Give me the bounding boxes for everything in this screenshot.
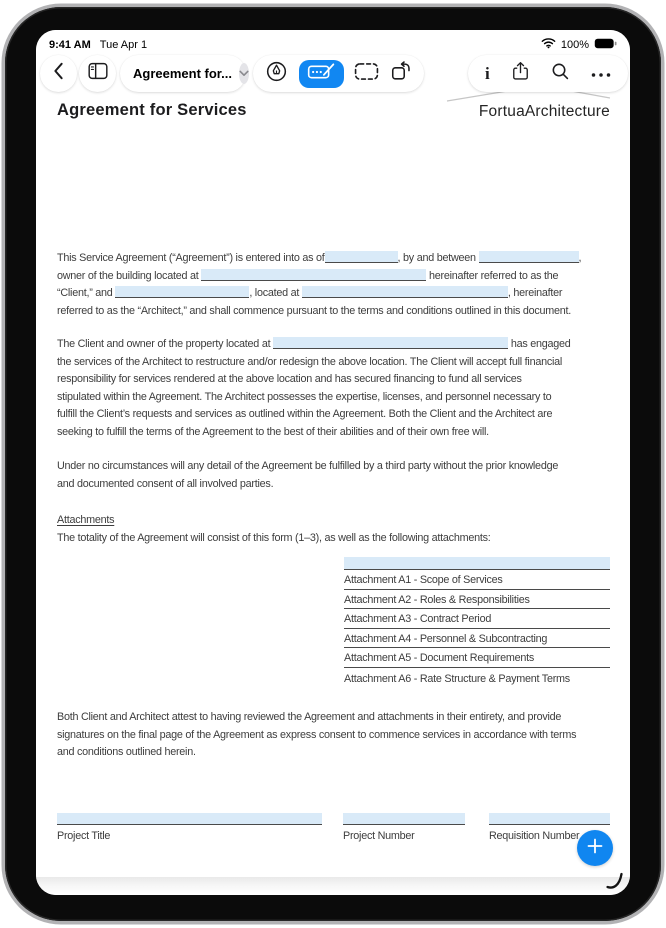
text-line: the services of the Architect to restructure and/or redesign the above location. The Client will accept full financial	[57, 355, 563, 368]
attachment-row: Attachment A1 - Scope of Services	[344, 570, 610, 590]
project-number-input[interactable]	[343, 813, 465, 825]
add-button[interactable]	[577, 830, 613, 866]
plus-icon	[587, 838, 603, 859]
project-title-label: Project Title	[57, 830, 111, 842]
text-line: Both Client and Architect attest to having reviewed the Agreement and attachments in their entirety, and provide	[57, 711, 562, 723]
battery-icon	[594, 38, 617, 52]
project-number-label: Project Number	[343, 830, 415, 842]
screen	[36, 30, 630, 895]
selection-tool-button[interactable]	[354, 62, 379, 86]
attachments-table	[344, 557, 610, 688]
attachment-row: Attachment A2 - Roles & Responsibilities	[344, 590, 610, 610]
paragraph-third-party	[57, 458, 614, 493]
clock: 9:41 AM	[49, 38, 91, 51]
battery-percent: 100%	[560, 38, 589, 51]
page-bottom-edge	[36, 877, 630, 895]
back-button[interactable]	[40, 55, 77, 92]
attachments-intro: The totality of the Agreement will consist of this form (1–3), as well as the following attachments:	[57, 532, 491, 544]
chevron-left-icon	[53, 62, 64, 85]
date: Tue Apr 1	[99, 38, 148, 51]
text-line: fulfill the Client’s requests and services as outlined within the Agreement. Both the Client and the Architect are	[57, 408, 553, 420]
text-line: “Client,” and , located at , hereinafter	[57, 287, 563, 299]
attachments-table-items	[344, 570, 610, 688]
form-blank-field[interactable]	[273, 337, 508, 349]
paragraph-closing	[57, 709, 614, 762]
form-autofill-tool-button-selected[interactable]	[299, 60, 344, 88]
company-logo-text: FortuaArchitecture	[478, 103, 610, 120]
project-title-field	[57, 813, 322, 842]
rotate-tool-button[interactable]	[390, 60, 412, 87]
chevron-down-icon	[239, 63, 249, 84]
text-line: The Client and owner of the property located at has engaged	[57, 338, 571, 350]
markup-pen-tool-button[interactable]	[265, 60, 288, 88]
sidebar-toggle-button[interactable]	[79, 55, 116, 92]
text-line: This Service Agreement (“Agreement”) is entered into as of , by and between ,	[57, 252, 582, 264]
form-blank-field[interactable]	[325, 251, 398, 263]
form-blank-field[interactable]	[201, 269, 426, 281]
project-title-input[interactable]	[57, 813, 322, 825]
more-button[interactable]	[591, 65, 611, 83]
attachment-row: Attachment A4 - Personnel & Subcontracting	[344, 629, 610, 649]
attachment-row: Attachment A5 - Document Requirements	[344, 648, 610, 668]
form-fill-icon	[307, 62, 336, 86]
info-button[interactable]: i	[485, 64, 490, 83]
text-line: signatures on the final page of the Agreement as express consent to commence services in accordance with terms	[57, 728, 577, 741]
search-button[interactable]	[551, 62, 570, 86]
markup-tools-group	[253, 55, 424, 92]
ipad-frame	[5, 7, 661, 921]
requisition-number-label: Requisition Number	[489, 830, 580, 842]
paragraph-engagement	[57, 336, 614, 441]
text-line: and documented consent of all involved parties.	[57, 477, 274, 490]
pencil-stroke-mark	[606, 871, 626, 890]
attachment-row: Attachment A6 - Rate Structure & Payment Terms	[344, 673, 570, 686]
text-line: Under no circumstances will any detail of the Agreement be fulfilled by a third party without the prior knowledge	[57, 460, 559, 472]
wifi-icon	[541, 37, 556, 52]
requisition-number-input[interactable]	[489, 813, 610, 825]
page-title: Agreement for Services	[57, 101, 247, 119]
sidebar-icon	[88, 62, 108, 85]
text-line: responsibility for services rendered at the above location and has secured financing to fund all services	[57, 373, 522, 385]
text-line: stipulated within the Agreement. The Architect possesses the expertise, licenses, and personnel necessary to	[57, 390, 552, 403]
text-line: seeking to fulfill the terms of the Agreement to the best of their abilities and of their own free will.	[57, 425, 489, 438]
status-bar	[49, 37, 617, 52]
document-actions-group	[468, 55, 628, 92]
attachments-heading: Attachments	[57, 514, 115, 526]
document-title-menu[interactable]	[120, 55, 246, 92]
share-button[interactable]	[511, 60, 530, 87]
attachment-row: Attachment A3 - Contract Period	[344, 609, 610, 629]
text-line: owner of the building located at hereinafter referred to as the	[57, 269, 559, 282]
project-number-field	[343, 813, 465, 842]
form-blank-field[interactable]	[115, 286, 249, 298]
document-title: Agreement for...	[133, 66, 232, 81]
attachment-blank-field[interactable]	[344, 557, 610, 570]
paragraph-intro	[57, 250, 614, 320]
form-blank-field[interactable]	[479, 251, 579, 263]
text-line: and conditions outlined herein.	[57, 746, 196, 758]
form-blank-field[interactable]	[302, 286, 508, 298]
text-line: referred to as the “Architect,” and shall commence pursuant to the terms and conditions outlined in this document.	[57, 304, 572, 317]
